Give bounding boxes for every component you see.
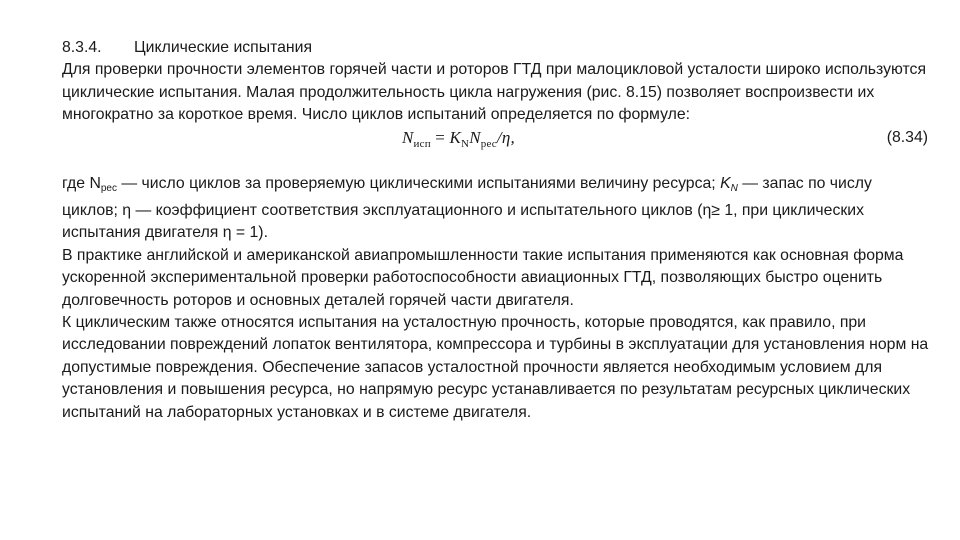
equation-number: (8.34)	[886, 128, 928, 146]
formula: $N_{исп} = K_NN_{рес}/\eta$,	[402, 127, 515, 150]
document-body	[62, 37, 932, 424]
paragraph-fatigue: К циклическим также относятся испытания на усталостную прочность, которые проводятся, как правило, при исследовании повреждений лопаток вентилятора, компрессора и турбины в эксплуатации для установления норм на допустимые повреждения. Обеспечение запасов усталостной прочности является необходимым условием для установления и повышения ресурса, но напрямую ресурс устанавливается по результатам ресурсных циклических испытаний на лабораторных установках и в системе двигателя.	[62, 314, 929, 421]
paragraph-definitions: где $N_{рес}$ — число циклов за проверяемую циклическими испытаниями величину ресурса; $K_N$ — запас по числу циклов; η — коэффициент соответствия эксплуатационного и испытательного циклов (η≥ 1, при циклических испытания двигателя η = 1).	[62, 174, 872, 242]
paragraph-intro: Для проверки прочности элементов горячей части и роторов ГТД при малоцикловой усталости широко используются циклические испытания. Малая продолжительность цикла нагружения (рис. 8.15) позволяет воспроизвести их многократно за короткое время. Число циклов испытаний определяется по формуле:	[62, 61, 927, 124]
formula-row	[62, 127, 932, 153]
section-heading	[62, 37, 932, 59]
section-number: 8.3.4.	[62, 39, 102, 56]
paragraph-practice: В практике английской и американской авиапромышленности такие испытания применяются как основная форма ускоренной экспериментальной проверки работоспособности авиационных ГТД, позволяющих быстро оценить долговечность роторов и основных деталей горячей части двигателя.	[62, 246, 904, 309]
section-title: Циклические испытания	[134, 39, 313, 56]
